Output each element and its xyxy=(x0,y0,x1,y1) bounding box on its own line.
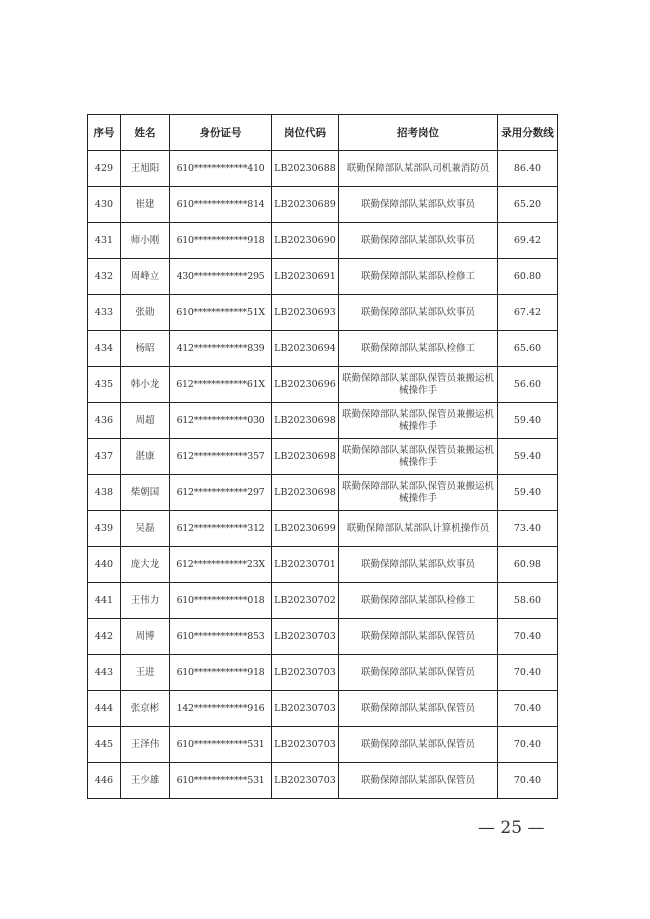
cell-id-number: 610************853 xyxy=(170,619,272,655)
cell-post-code: LB20230696 xyxy=(272,367,339,403)
cell-score: 60.80 xyxy=(498,259,558,295)
cell-name: 张勋 xyxy=(121,295,170,331)
cell-seq: 442 xyxy=(88,619,121,655)
table-row xyxy=(88,619,558,655)
cell-id-number: 612************312 xyxy=(170,511,272,547)
cell-post-code: LB20230703 xyxy=(272,727,339,763)
table-row xyxy=(88,583,558,619)
cell-score: 67.42 xyxy=(498,295,558,331)
cell-name: 周峰立 xyxy=(121,259,170,295)
cell-id-number: 612************23X xyxy=(170,547,272,583)
table-row xyxy=(88,259,558,295)
cell-post: 联勤保障部队某部队保管员 xyxy=(339,763,498,799)
cell-post-code: LB20230689 xyxy=(272,187,339,223)
cell-post: 联勤保障部队某部队检修工 xyxy=(339,331,498,367)
cell-score: 70.40 xyxy=(498,763,558,799)
cell-score: 59.40 xyxy=(498,475,558,511)
table-row xyxy=(88,475,558,511)
cell-post: 联勤保障部队某部队炊事员 xyxy=(339,547,498,583)
table-row xyxy=(88,727,558,763)
cell-id-number: 412************839 xyxy=(170,331,272,367)
cell-post: 联勤保障部队某部队保管员兼搬运机械操作手 xyxy=(339,475,498,511)
cell-seq: 439 xyxy=(88,511,121,547)
cell-post-code: LB20230699 xyxy=(272,511,339,547)
cell-id-number: 142************916 xyxy=(170,691,272,727)
cell-post: 联勤保障部队某部队保管员兼搬运机械操作手 xyxy=(339,367,498,403)
cell-name: 柴朝国 xyxy=(121,475,170,511)
cell-name: 师小刚 xyxy=(121,223,170,259)
table-row xyxy=(88,367,558,403)
cell-seq: 440 xyxy=(88,547,121,583)
cell-score: 73.40 xyxy=(498,511,558,547)
cell-post-code: LB20230693 xyxy=(272,295,339,331)
cell-score: 58.60 xyxy=(498,583,558,619)
cell-seq: 434 xyxy=(88,331,121,367)
cell-name: 湛康 xyxy=(121,439,170,475)
cell-id-number: 610************814 xyxy=(170,187,272,223)
cell-post-code: LB20230688 xyxy=(272,151,339,187)
table-row xyxy=(88,439,558,475)
cell-post: 联勤保障部队某部队检修工 xyxy=(339,583,498,619)
cell-name: 崔建 xyxy=(121,187,170,223)
table-row xyxy=(88,295,558,331)
table-row xyxy=(88,331,558,367)
cell-name: 吴磊 xyxy=(121,511,170,547)
header-name: 姓名 xyxy=(121,115,170,151)
cell-post-code: LB20230702 xyxy=(272,583,339,619)
cell-post-code: LB20230703 xyxy=(272,619,339,655)
header-id-number: 身份证号 xyxy=(170,115,272,151)
cell-post-code: LB20230698 xyxy=(272,439,339,475)
cell-seq: 445 xyxy=(88,727,121,763)
table-row xyxy=(88,403,558,439)
header-post: 招考岗位 xyxy=(339,115,498,151)
cell-score: 70.40 xyxy=(498,727,558,763)
cell-score: 56.60 xyxy=(498,367,558,403)
cell-post-code: LB20230698 xyxy=(272,403,339,439)
header-score: 录用分数线 xyxy=(498,115,558,151)
cell-id-number: 610************410 xyxy=(170,151,272,187)
cell-name: 王伟力 xyxy=(121,583,170,619)
cell-post: 联勤保障部队某部队保管员 xyxy=(339,727,498,763)
cell-score: 65.60 xyxy=(498,331,558,367)
cell-seq: 437 xyxy=(88,439,121,475)
cell-post: 联勤保障部队某部队炊事员 xyxy=(339,295,498,331)
cell-name: 杨昭 xyxy=(121,331,170,367)
cell-id-number: 610************918 xyxy=(170,655,272,691)
cell-post-code: LB20230701 xyxy=(272,547,339,583)
cell-id-number: 610************51X xyxy=(170,295,272,331)
header-post-code: 岗位代码 xyxy=(272,115,339,151)
table-row xyxy=(88,511,558,547)
cell-post-code: LB20230691 xyxy=(272,259,339,295)
cell-score: 70.40 xyxy=(498,619,558,655)
cell-id-number: 612************357 xyxy=(170,439,272,475)
cell-id-number: 610************531 xyxy=(170,763,272,799)
cell-score: 59.40 xyxy=(498,439,558,475)
cell-post-code: LB20230698 xyxy=(272,475,339,511)
page-number: — 25 — xyxy=(478,818,545,838)
cell-name: 王泽伟 xyxy=(121,727,170,763)
cell-score: 86.40 xyxy=(498,151,558,187)
cell-seq: 431 xyxy=(88,223,121,259)
cell-seq: 436 xyxy=(88,403,121,439)
table-row xyxy=(88,223,558,259)
admission-score-table xyxy=(87,114,558,799)
cell-seq: 430 xyxy=(88,187,121,223)
cell-score: 65.20 xyxy=(498,187,558,223)
cell-post: 联勤保障部队某部队保管员 xyxy=(339,619,498,655)
cell-score: 59.40 xyxy=(498,403,558,439)
cell-id-number: 610************018 xyxy=(170,583,272,619)
table-body xyxy=(88,151,558,799)
cell-seq: 446 xyxy=(88,763,121,799)
cell-post: 联勤保障部队某部队检修工 xyxy=(339,259,498,295)
cell-seq: 433 xyxy=(88,295,121,331)
header-seq: 序号 xyxy=(88,115,121,151)
cell-post-code: LB20230703 xyxy=(272,763,339,799)
cell-name: 王旭阳 xyxy=(121,151,170,187)
cell-seq: 429 xyxy=(88,151,121,187)
cell-name: 韩小龙 xyxy=(121,367,170,403)
table-row xyxy=(88,655,558,691)
cell-score: 60.98 xyxy=(498,547,558,583)
cell-post: 联勤保障部队某部队保管员兼搬运机械操作手 xyxy=(339,439,498,475)
cell-score: 70.40 xyxy=(498,691,558,727)
cell-post: 联勤保障部队某部队司机兼消防员 xyxy=(339,151,498,187)
cell-post-code: LB20230703 xyxy=(272,691,339,727)
cell-id-number: 610************531 xyxy=(170,727,272,763)
cell-post-code: LB20230703 xyxy=(272,655,339,691)
cell-id-number: 430************295 xyxy=(170,259,272,295)
cell-post: 联勤保障部队某部队保管员 xyxy=(339,655,498,691)
cell-name: 周博 xyxy=(121,619,170,655)
cell-seq: 438 xyxy=(88,475,121,511)
table-row xyxy=(88,187,558,223)
cell-post: 联勤保障部队某部队保管员兼搬运机械操作手 xyxy=(339,403,498,439)
cell-post: 联勤保障部队某部队炊事员 xyxy=(339,187,498,223)
cell-post: 联勤保障部队某部队计算机操作员 xyxy=(339,511,498,547)
cell-seq: 441 xyxy=(88,583,121,619)
cell-id-number: 612************030 xyxy=(170,403,272,439)
cell-post-code: LB20230694 xyxy=(272,331,339,367)
table-header-row xyxy=(88,115,558,151)
cell-seq: 432 xyxy=(88,259,121,295)
cell-post-code: LB20230690 xyxy=(272,223,339,259)
cell-name: 周超 xyxy=(121,403,170,439)
cell-name: 庞大龙 xyxy=(121,547,170,583)
table-row xyxy=(88,151,558,187)
table-row xyxy=(88,547,558,583)
cell-seq: 435 xyxy=(88,367,121,403)
cell-post: 联勤保障部队某部队保管员 xyxy=(339,691,498,727)
table-row xyxy=(88,691,558,727)
cell-name: 王少雄 xyxy=(121,763,170,799)
cell-id-number: 610************918 xyxy=(170,223,272,259)
cell-score: 69.42 xyxy=(498,223,558,259)
cell-name: 张京彬 xyxy=(121,691,170,727)
cell-seq: 443 xyxy=(88,655,121,691)
table-row xyxy=(88,763,558,799)
cell-name: 王进 xyxy=(121,655,170,691)
cell-score: 70.40 xyxy=(498,655,558,691)
cell-id-number: 612************297 xyxy=(170,475,272,511)
cell-seq: 444 xyxy=(88,691,121,727)
cell-id-number: 612************61X xyxy=(170,367,272,403)
cell-post: 联勤保障部队某部队炊事员 xyxy=(339,223,498,259)
